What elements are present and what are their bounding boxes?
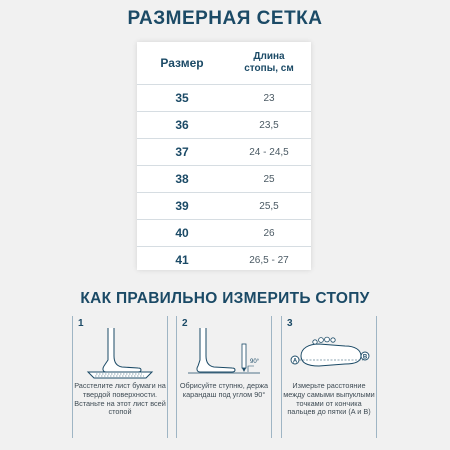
size-table-header [137, 42, 311, 85]
length-cell: 23 [227, 85, 311, 112]
size-cell: 41 [175, 253, 189, 267]
step-number: 3 [287, 318, 293, 329]
length-cell: 25,5 [227, 193, 311, 220]
length-cell: 24 - 24,5 [227, 139, 311, 166]
length-cell: 26,5 - 27 [249, 254, 289, 266]
table-row [137, 112, 311, 139]
step-2 [176, 316, 272, 438]
table-row [137, 247, 311, 274]
size-cell: 39 [137, 193, 227, 220]
column-header-length [227, 42, 311, 85]
column-header-size: Размер [137, 42, 227, 85]
size-cell: 36 [137, 112, 227, 139]
foot-measurement-illustration [285, 326, 373, 380]
size-cell: 38 [137, 166, 227, 193]
table-row [137, 220, 311, 247]
table-row [137, 166, 311, 193]
table-row [137, 139, 311, 166]
point-b-label: B [362, 354, 368, 361]
column-header-length-label: Длина стопы, см [244, 51, 294, 74]
step-description: Расстелите лист бумаги на твердой поверхности. Встаньте на этот лист всей стопой [74, 381, 166, 417]
size-cell: 37 [137, 139, 227, 166]
foot-on-paper-illustration [76, 326, 164, 380]
table-row [137, 193, 311, 220]
step-description: Измерьте расстояние между самыми выпуклыми точками от кончика пальцев до пятки (A и B) [283, 381, 375, 417]
size-chart-card [137, 42, 311, 270]
length-cell: 26 [227, 220, 311, 247]
size-chart-title: РАЗМЕРНАЯ СЕТКА [127, 8, 323, 29]
point-a-label: A [292, 358, 298, 365]
step-3 [281, 316, 377, 438]
foot-outline-pencil-illustration [180, 326, 268, 380]
angle-label: 90° [250, 359, 260, 365]
length-cell: 23,5 [227, 112, 311, 139]
size-table [137, 42, 311, 273]
step-1 [72, 316, 168, 438]
size-cell: 40 [137, 220, 227, 247]
step-description: Обрисуйте ступню, держа карандаш под углом 90° [179, 381, 269, 399]
how-to-measure-title: КАК ПРАВИЛЬНО ИЗМЕРИТЬ СТОПУ [80, 290, 370, 307]
size-cell: 35 [137, 85, 227, 112]
step-number: 2 [182, 318, 188, 329]
table-row [137, 85, 311, 112]
step-number: 1 [78, 318, 84, 329]
length-cell: 25 [227, 166, 311, 193]
